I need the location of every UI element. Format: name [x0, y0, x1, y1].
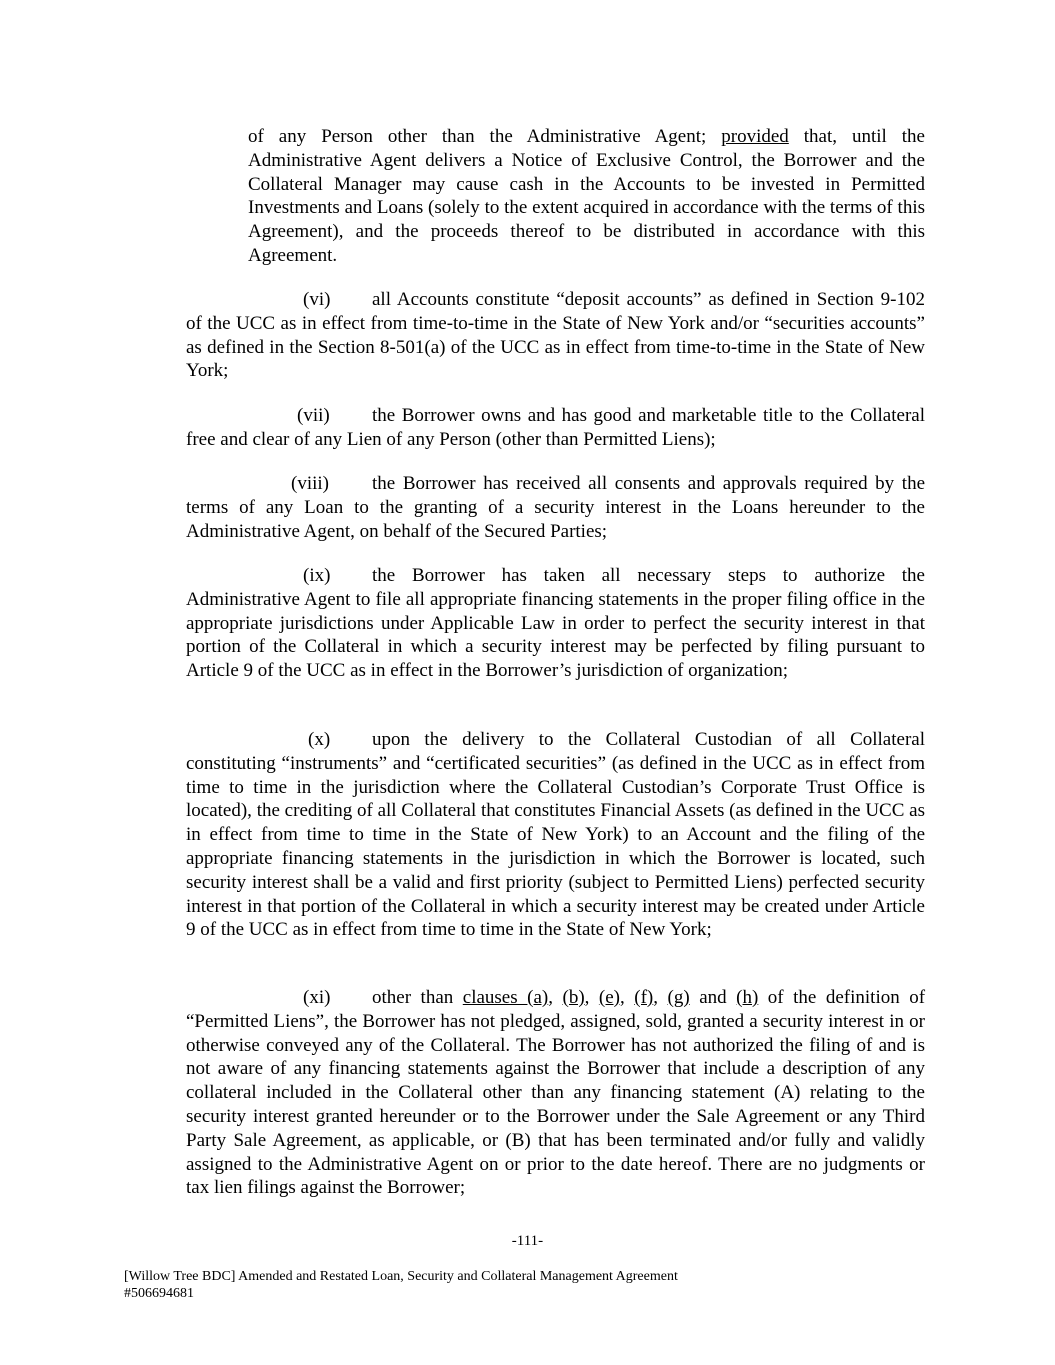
clause-lead	[186, 564, 372, 588]
separator: ,	[620, 987, 635, 1008]
separator: ,	[584, 987, 599, 1008]
clause-vii	[186, 404, 925, 452]
clause-lead	[186, 728, 372, 752]
clause-lead	[186, 404, 372, 428]
clause-viii	[186, 472, 925, 543]
clause-xi	[186, 986, 925, 1200]
separator: and	[689, 987, 737, 1008]
clause-text: the Borrower has taken all necessary steps to authorize the Administrative Agent to file all appropriate financing statements in the proper filing office in the appropriate jurisdictions under Applicable Law in order to perfect the security interest in that portion of the Collateral in which a security interest may be perfected by filing pursuant to Article 9 of the UCC as in effect in the Borrower’s jurisdiction of organization;	[186, 565, 925, 682]
paragraph-text: that, until the Administrative Agent delivers a Notice of Exclusive Control, the Borrower and the Collateral Manager may cause cash in the Accounts to be invested in Permitted Investments and Loans (solely to the extent acquired in accordance with the terms of this Agreement), and the proceeds thereof to be distributed in accordance with this Agreement.	[248, 126, 925, 266]
clause-vi	[186, 288, 925, 383]
paragraph-text: of any Person other than the Administrative Agent;	[248, 126, 722, 147]
clause-text: upon the delivery to the Collateral Custodian of all Collateral constituting “instruments” and “certificated securities” (as defined in the UCC as in effect from time to time in the jurisdiction where the Collateral Custodian’s Corporate Trust Office is located), the crediting of all Collateral that constitutes Financial Assets (as defined in the UCC as in effect from time to time in the State of New York) to an Account and the filing of the appropriate financing statements in the jurisdiction in which the Borrower is located, such security interest shall be a valid and first priority (subject to Permitted Liens) perfected security interest in that portion of the Collateral in which a security interest may be created under Article 9 of the UCC as in effect from time to time in the State of New York;	[186, 729, 925, 941]
clause-marker: (x)	[308, 729, 331, 750]
clause-reference: (h)	[736, 987, 759, 1008]
page-number: -111-	[511, 1233, 544, 1249]
footer-doc-id: #506694681	[124, 1286, 194, 1301]
clause-reference: (g)	[667, 987, 690, 1008]
clause-text: the Borrower owns and has good and marketable title to the Collateral free and clear of any Lien of any Person (other than Permitted Liens);	[186, 405, 925, 450]
clause-reference: clauses (a)	[462, 987, 549, 1008]
separator: ,	[653, 987, 668, 1008]
clause-text: other than	[372, 987, 463, 1008]
clause-marker: (ix)	[303, 565, 331, 586]
paragraph-continuation	[248, 125, 925, 268]
clause-marker: (viii)	[291, 473, 329, 494]
clause-lead	[186, 288, 372, 312]
clause-lead	[186, 472, 372, 496]
clause-text: all Accounts constitute “deposit accounts” as defined in Section 9-102 of the UCC as in effect from time-to-time in the State of New York and/or “securities accounts” as defined in the Section 8-501(a) of the UCC as in effect from time-to-time in the State of New York;	[186, 289, 925, 382]
clause-reference: (b)	[562, 987, 585, 1008]
clause-x	[186, 728, 925, 942]
clause-lead	[186, 986, 372, 1010]
footer-title: [Willow Tree BDC] Amended and Restated Loan, Security and Collateral Management Agreement	[124, 1269, 678, 1284]
clause-marker: (vi)	[303, 289, 331, 310]
clause-reference: (f)	[634, 987, 654, 1008]
document-footer	[124, 1268, 924, 1302]
clause-text: of the definition of “Permitted Liens”, the Borrower has not pledged, assigned, sold, granted a security interest in or otherwise conveyed any of the Collateral. The Borrower has not authorized the filing of and is not aware of any financing statements against the Borrower that include a description of any collateral included in the Collateral other than any financing statement (A) relating to the security interest granted hereunder or to the Borrower under the Sale Agreement or any Third Party Sale Agreement, as applicable, or (B) that has been terminated and/or fully and validly assigned to the Administrative Agent on or prior to the date hereof. There are no judgments or tax lien filings against the Borrower;	[186, 987, 926, 1199]
clause-marker: (vii)	[297, 405, 330, 426]
clause-text: the Borrower has received all consents and approvals required by the terms of any Loan to the granting of a security interest in the Loans hereunder to the Administrative Agent, on behalf of the Secured Parties;	[186, 473, 925, 542]
clause-reference: (e)	[598, 987, 621, 1008]
clause-marker: (xi)	[303, 987, 331, 1008]
separator: ,	[548, 987, 563, 1008]
provided-term: provided	[721, 126, 789, 147]
clause-ix	[186, 564, 925, 683]
